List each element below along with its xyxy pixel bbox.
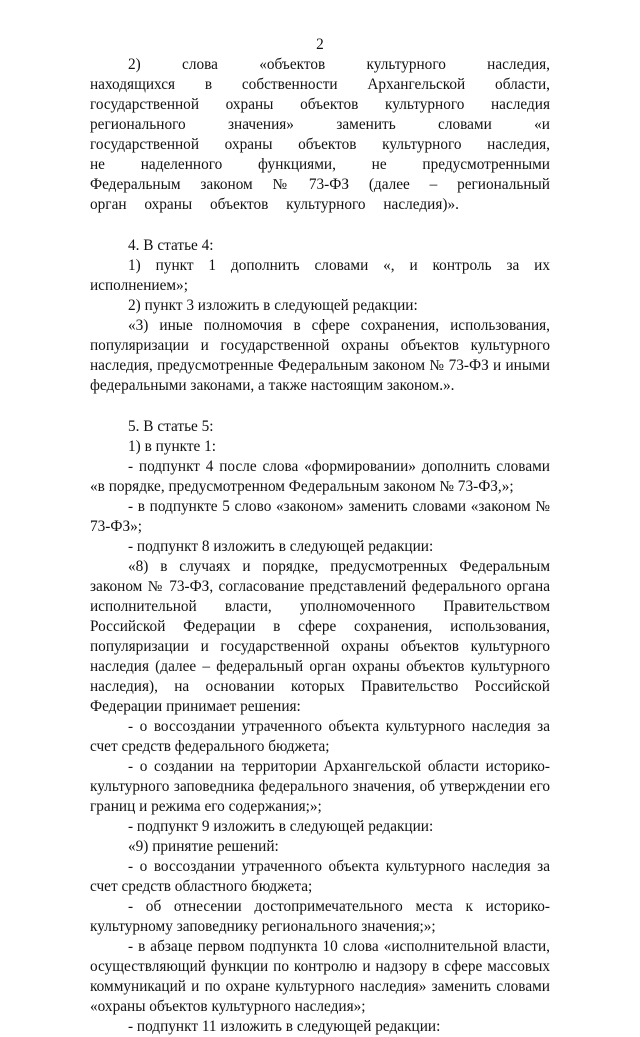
paragraph: «3) иные полномочия в сфере сохранения, использования, популяризации и государственной охраны объектов культурного наследия, предусмотренные Федеральным законом № 73-ФЗ и иными федеральными законами, а также настоящим законом.». [90,317,550,394]
section-5-heading: 5. В статье 5: [128,418,214,435]
paragraph: 2) пункт 3 изложить в следующей редакции: [128,297,418,314]
paragraph: 1) пункт 1 дополнить словами «, и контроль за их исполнением»; [90,257,550,294]
paragraph: - в абзаце первом подпункта 10 слова «исполнительной власти, осуществляющий функции по контролю и надзору в сфере массовых коммуникаций и по охране культурного наследия» заменить словами «охраны объектов культурного наследия»; [90,938,550,1015]
paragraph: - о создании на территории Архангельской области историко-культурного заповедника федерального значения, об утверждении его границ и режима его содержания;»; [90,758,550,815]
paragraph: - подпункт 9 изложить в следующей редакции: [128,818,434,835]
paragraph: - в подпункте 5 слово «законом» заменить словами «законом № 73-ФЗ»; [90,498,550,535]
paragraph: 1) в пункте 1: [128,438,217,455]
paragraph: - о воссоздании утраченного объекта культурного наследия за счет средств федерального бюджета; [90,718,550,755]
paragraph: - подпункт 8 изложить в следующей редакции: [128,538,434,555]
document-page [90,0,550,1037]
paragraph: «9) принятие решений: [128,838,279,855]
section-4-heading: 4. В статье 4: [128,237,214,254]
paragraph: - об отнесении достопримечательного места к историко-культурному заповеднику регионального значения;»; [90,898,550,935]
page-number: 2 [316,36,324,53]
paragraph: - подпункт 11 изложить в следующей редакции: [128,1018,441,1035]
paragraph: - подпункт 4 после слова «формировании» дополнить словами «в порядке, предусмотренном Федеральным законом № 73-ФЗ,»; [90,458,550,495]
paragraph: «8) в случаях и порядке, предусмотренных Федеральным законом № 73-ФЗ, согласование представлений федерального органа исполнительной власти, уполномоченного Правительством Российской Федерации в сфере сохранения, использования, популяризации и государственной охраны объектов культурного наследия (далее – федеральный орган охраны объектов культурного наследия), на основании которых Правительство Российской Федерации принимает решения: [90,558,550,715]
paragraph-item-2: 2) слова «объектов культурного наследия, находящихся в собственности Архангельской области, государственной охраны объектов культурного наследия регионального значения» заменить словами «и государственной охраны объектов культурного наследия, не наделенного функциями, не предусмотренными Федеральным законом № 73-ФЗ (далее – региональный орган охраны объектов культурного наследия)». [90,56,550,213]
paragraph: - о воссоздании утраченного объекта культурного наследия за счет средств областного бюджета; [90,858,550,895]
